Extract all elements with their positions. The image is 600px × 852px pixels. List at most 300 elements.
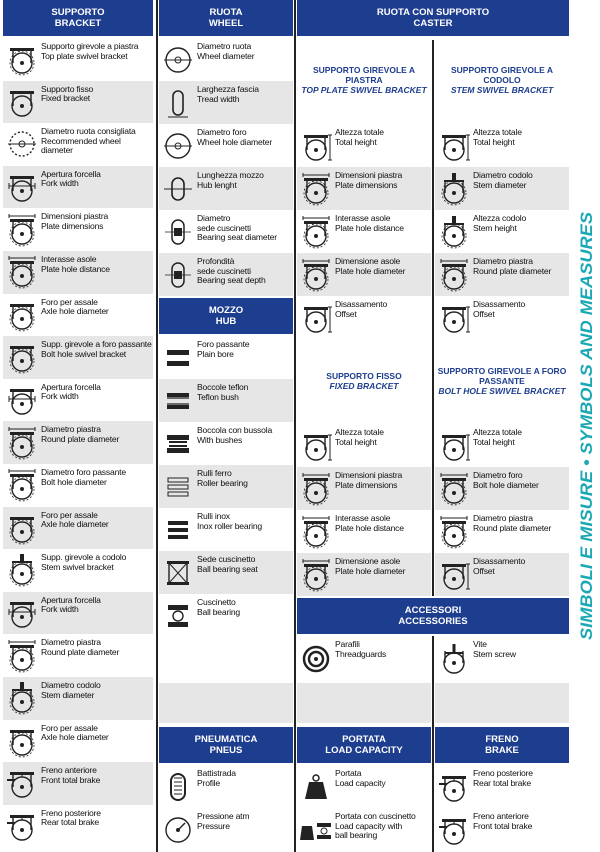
- symbol-label: [473, 124, 522, 147]
- label-en: Axle hole diameter: [41, 519, 109, 530]
- subheader-en: TOP PLATE SWIVEL BRACKET: [301, 85, 427, 95]
- plate-hole-distance-icon-svg: [5, 255, 39, 289]
- symbol-row: [435, 124, 569, 167]
- brake-header-line: FRENO: [485, 734, 519, 745]
- symbol-row: [3, 549, 153, 592]
- label-it: Supporto fisso: [41, 83, 94, 94]
- label-en: Roller bearing: [197, 477, 248, 488]
- label-it: Dimensione asole: [335, 256, 401, 266]
- subheader-it: SUPPORTO GIREVOLE A FORO PASSANTE: [437, 366, 567, 386]
- label-it-2: sede cuscinetti: [197, 265, 251, 276]
- plate-hole-distance-icon: [297, 510, 335, 553]
- label-it: Altezza totale: [473, 427, 522, 437]
- brake-header: [435, 727, 569, 763]
- label-en: Plate dimensions: [335, 479, 398, 490]
- label-en: Inox roller bearing: [197, 520, 262, 531]
- symbol-row: [297, 808, 431, 851]
- total-height-icon: [297, 124, 335, 167]
- label-en: Threadguards: [335, 648, 387, 659]
- label-it: Diametro codolo: [473, 170, 533, 180]
- label-en: Rear total brake: [473, 777, 531, 788]
- offset-icon-svg: [437, 558, 471, 592]
- fixed-bracket-icon: [3, 81, 41, 124]
- offset-icon: [435, 296, 473, 339]
- round-plate-diameter-icon: [435, 510, 473, 553]
- symbol-label: [41, 208, 108, 231]
- wheel-diameter-icon-svg: [161, 43, 195, 77]
- symbol-label: [41, 166, 101, 189]
- stem-swivel-icon-svg: [5, 553, 39, 587]
- symbol-label: [335, 210, 404, 233]
- label-en: Round plate diameter: [41, 646, 120, 657]
- label-it: Supp. girevole a codolo: [41, 552, 127, 563]
- label-it: Apertura forcella: [41, 594, 101, 605]
- ball-bearing-icon-svg: [161, 599, 195, 633]
- wheel-header-line: RUOTA: [209, 7, 243, 18]
- symbol-label: [473, 510, 551, 533]
- accessories-header-line: ACCESSORIES: [398, 616, 468, 627]
- symbol-row: [297, 124, 431, 167]
- symbol-row: [159, 465, 293, 508]
- symbol-row: [297, 467, 431, 510]
- label-it: Portata: [335, 768, 362, 778]
- label-it-2: sede cuscinetti: [197, 222, 251, 233]
- label-it: Dimensioni piastra: [335, 470, 403, 480]
- symbol-row: [297, 765, 431, 808]
- recommended-wheel-diameter-icon-svg: [5, 127, 39, 161]
- label-it: Supp. girevole a foro passante: [41, 339, 152, 350]
- column-divider: [432, 636, 434, 852]
- tread-width-icon-svg: [161, 86, 195, 120]
- label-en: Offset: [335, 308, 357, 319]
- bolt-hole-swivel-icon-svg: [5, 340, 39, 374]
- teflon-bush-icon-svg: [161, 384, 195, 418]
- pneus-header: [159, 727, 293, 763]
- ball-bearing-icon: [159, 594, 197, 637]
- total-height-icon: [297, 424, 335, 467]
- side-title-svg: [574, 210, 598, 640]
- label-en: Plate dimensions: [41, 220, 104, 231]
- fixed-bracket-subheader: [297, 342, 431, 420]
- symbol-row: [3, 805, 153, 848]
- symbol-label: [41, 720, 109, 743]
- ball-bearing-seat-icon-svg: [161, 556, 195, 590]
- symbol-row: [159, 124, 293, 167]
- tread-profile-icon: [159, 765, 197, 808]
- label-en: Plate hole diameter: [335, 565, 406, 576]
- wheel-diameter-icon: [159, 38, 197, 81]
- symbol-row: [159, 765, 293, 808]
- symbol-label: [473, 253, 551, 276]
- symbol-row: [159, 551, 293, 594]
- symbol-label: [473, 296, 525, 319]
- top-plate-swivel-icon: [3, 38, 41, 81]
- symbol-label: [41, 123, 153, 156]
- symbol-label: [41, 38, 138, 61]
- bearing-seat-depth-icon: [159, 253, 197, 296]
- offset-icon-svg: [299, 301, 333, 335]
- label-en: Fork width: [41, 178, 79, 189]
- symbol-row: [435, 167, 569, 210]
- symbol-row: [297, 636, 431, 682]
- symbol-row: [3, 762, 153, 805]
- symbol-label: [41, 294, 109, 317]
- symbol-row: [435, 210, 569, 253]
- plate-hole-dimension-icon-svg: [299, 258, 333, 292]
- symbol-label: [41, 464, 126, 487]
- symbol-label: [335, 553, 405, 576]
- symbol-label: [473, 765, 533, 788]
- subheader-en: FIXED BRACKET: [329, 381, 399, 391]
- axle-hole-icon-svg: [5, 511, 39, 545]
- label-en: ball bearing: [335, 830, 378, 841]
- bolt-hole-diameter-icon: [435, 467, 473, 510]
- label-it: Pressione atm: [197, 811, 250, 821]
- symbol-label: [41, 762, 100, 785]
- round-plate-diameter-icon-svg: [5, 639, 39, 673]
- label-en: Bearing seat depth: [197, 275, 266, 286]
- axle-hole-icon: [3, 507, 41, 550]
- symbol-label: [197, 551, 258, 574]
- label-it: Diametro piastra: [41, 637, 101, 648]
- label-en: Front total brake: [473, 820, 533, 831]
- bolt-hole-swivel-icon: [3, 336, 41, 379]
- bolt-hole-diameter-icon-svg: [5, 468, 39, 502]
- label-en: Stem diameter: [41, 689, 95, 700]
- symbol-row: [3, 81, 153, 124]
- symbol-row: [297, 510, 431, 553]
- bracket-header-line: SUPPORTO: [51, 7, 105, 18]
- symbol-row: [159, 422, 293, 465]
- subheader-it: SUPPORTO GIREVOLE A PIASTRA: [312, 65, 416, 85]
- symbol-label: [335, 765, 385, 788]
- label-it: Altezza totale: [335, 127, 384, 137]
- fork-opening-icon: [3, 166, 41, 209]
- rear-total-brake-icon-svg: [437, 770, 471, 804]
- label-en: Offset: [473, 565, 495, 576]
- hub-header: [159, 298, 293, 334]
- symbol-row: [159, 379, 293, 422]
- symbol-label: [335, 510, 404, 533]
- label-it: Disassamento: [473, 299, 526, 309]
- label-it: Cuscinetto: [197, 597, 236, 607]
- bracket-header: [3, 0, 153, 36]
- stem-height-icon: [435, 210, 473, 253]
- symbol-label: [41, 677, 101, 700]
- fixed-bracket-icon-svg: [5, 85, 39, 119]
- label-en: Round plate diameter: [41, 433, 120, 444]
- label-en: Front total brake: [41, 774, 101, 785]
- wheel-header-line: WHEEL: [208, 18, 244, 29]
- plain-bore-icon-svg: [161, 341, 195, 375]
- symbol-row: [435, 808, 569, 851]
- inox-roller-icon: [159, 508, 197, 551]
- symbol-label: [335, 124, 384, 147]
- label-en: Tread width: [197, 93, 240, 104]
- symbol-row: [159, 210, 293, 253]
- symbol-label: [197, 336, 249, 359]
- label-it: Rulli ferro: [197, 468, 232, 478]
- blank-cell: [159, 683, 293, 723]
- symbol-label: [197, 167, 264, 190]
- symbol-label: [197, 210, 277, 243]
- brake-header-line: BRAKE: [485, 745, 519, 756]
- plate-dimensions-icon: [297, 467, 335, 510]
- roller-bearing-icon-svg: [161, 470, 195, 504]
- symbol-label: [197, 379, 248, 402]
- fork-width-icon: [3, 379, 41, 422]
- label-it: Diametro codolo: [41, 680, 101, 690]
- label-it: Interasse asole: [335, 513, 391, 523]
- symbol-label: [41, 81, 93, 104]
- round-plate-diameter-icon: [435, 253, 473, 296]
- pneus-header-line: PNEUMATICA: [194, 734, 258, 745]
- symbol-label: [41, 507, 109, 530]
- label-it: Parafili: [335, 639, 360, 649]
- label-en: Stem swivel bracket: [41, 561, 114, 572]
- label-it: Diametro ruota consigliata: [41, 126, 136, 137]
- side-title: [574, 210, 598, 640]
- label-en: Fork width: [41, 391, 79, 402]
- bolt-hole-subheader: [435, 342, 569, 420]
- symbol-label: [473, 808, 532, 831]
- label-it: Apertura forcella: [41, 381, 101, 392]
- bearing-seat-depth-icon-svg: [161, 258, 195, 292]
- label-it: Diametro foro passante: [41, 467, 126, 477]
- symbol-label: [197, 508, 262, 531]
- symbol-row: [435, 636, 569, 682]
- total-height-icon-svg: [437, 429, 471, 463]
- plate-hole-distance-icon: [3, 251, 41, 294]
- stem-swivel-subheader: [435, 40, 569, 120]
- label-it: Larghezza fascia: [197, 84, 259, 94]
- teflon-bush-icon: [159, 379, 197, 422]
- total-height-icon-svg: [299, 129, 333, 163]
- symbol-label: [197, 124, 272, 147]
- label-it: Lunghezza mozzo: [197, 170, 264, 180]
- blank-cell: [435, 683, 569, 723]
- front-total-brake-icon-svg: [437, 813, 471, 847]
- stem-diameter-icon: [435, 167, 473, 210]
- axle-hole-icon: [3, 294, 41, 337]
- fork-width-icon-svg: [5, 596, 39, 630]
- recommended-wheel-diameter-icon: [3, 123, 41, 166]
- label-it: Apertura forcella: [41, 168, 101, 179]
- offset-icon-svg: [437, 301, 471, 335]
- bushes-icon: [159, 422, 197, 465]
- label-en: Rear total brake: [41, 817, 99, 828]
- stem-diameter-icon-svg: [437, 172, 471, 206]
- label-it: Freno anteriore: [41, 765, 97, 776]
- plate-hole-dimension-icon-svg: [299, 558, 333, 592]
- plate-hole-distance-icon-svg: [299, 515, 333, 549]
- label-it: Foro per assale: [41, 722, 98, 733]
- blank-cell: [297, 683, 431, 723]
- label-it: Interasse asole: [335, 213, 391, 223]
- symbol-row: [3, 379, 153, 422]
- hub-length-icon: [159, 167, 197, 210]
- symbol-label: [335, 253, 405, 276]
- load-bearing-icon-svg: [299, 813, 333, 847]
- round-plate-diameter-icon-svg: [5, 426, 39, 460]
- plate-dimensions-icon: [3, 208, 41, 251]
- label-it: Boccola con bussola: [197, 425, 273, 435]
- symbol-row: [3, 720, 153, 763]
- inox-roller-icon-svg: [161, 513, 195, 547]
- plate-hole-dimension-icon: [297, 553, 335, 596]
- column-divider: [156, 0, 158, 852]
- symbol-label: [335, 167, 402, 190]
- top-plate-swivel-icon-svg: [5, 42, 39, 76]
- rear-total-brake-icon: [3, 805, 41, 848]
- symbol-label: [41, 634, 119, 657]
- label-en: Plate hole distance: [335, 222, 404, 233]
- symbol-row: [435, 253, 569, 296]
- plain-bore-icon: [159, 336, 197, 379]
- total-height-icon-svg: [299, 429, 333, 463]
- stem-swivel-icon: [3, 549, 41, 592]
- symbol-label: [197, 808, 249, 831]
- load-capacity-header-line: PORTATA: [342, 734, 386, 745]
- label-en: Bolt hole diameter: [41, 476, 107, 487]
- symbol-label: [335, 636, 386, 659]
- fork-opening-icon-svg: [5, 170, 39, 204]
- label-it: Battistrada: [197, 768, 236, 778]
- label-it: Boccole teflon: [197, 382, 249, 392]
- label-en: Teflon bush: [197, 391, 239, 402]
- label-en: Round plate diameter: [473, 265, 552, 276]
- label-it: Diametro: [197, 213, 231, 223]
- symbol-row: [435, 467, 569, 510]
- label-it: Portata con cuscinetto: [335, 811, 416, 821]
- accessories-header: [297, 598, 569, 634]
- label-it: Diametro piastra: [473, 256, 533, 266]
- symbol-row: [3, 592, 153, 635]
- label-en: Load capacity: [335, 777, 386, 788]
- symbol-row: [3, 208, 153, 251]
- label-en: Plate dimensions: [335, 179, 398, 190]
- label-it: Diametro foro: [473, 470, 523, 480]
- total-height-icon-svg: [437, 129, 471, 163]
- symbol-label: [41, 592, 101, 615]
- label-it: Profondità: [197, 256, 235, 266]
- symbol-label: [473, 636, 516, 659]
- bracket-header-line: BRACKET: [54, 18, 102, 29]
- label-it: Dimensione asole: [335, 556, 401, 566]
- label-en: Top plate swivel bracket: [41, 50, 128, 61]
- symbol-label: [335, 808, 416, 841]
- symbol-row: [159, 81, 293, 124]
- symbol-label: [197, 81, 259, 104]
- accessories-header-line: ACCESSORI: [404, 605, 462, 616]
- label-it: Altezza totale: [335, 427, 384, 437]
- hub-length-icon-svg: [161, 172, 195, 206]
- label-en: Total height: [473, 136, 515, 147]
- label-en: Wheel hole diameter: [197, 136, 273, 147]
- symbol-row: [435, 510, 569, 553]
- label-en: Plate hole distance: [335, 522, 404, 533]
- threadguards-icon-svg: [299, 642, 333, 676]
- label-en: Round plate diameter: [473, 522, 552, 533]
- label-en: Total height: [473, 436, 515, 447]
- symbol-label: [197, 465, 248, 488]
- symbol-row: [435, 296, 569, 339]
- stem-diameter-icon: [3, 677, 41, 720]
- symbol-row: [3, 38, 153, 81]
- plate-dimensions-icon: [297, 167, 335, 210]
- symbol-row: [3, 677, 153, 720]
- front-total-brake-icon: [435, 808, 473, 851]
- symbol-row: [297, 553, 431, 596]
- caster-header: [297, 0, 569, 36]
- load-weight-icon: [297, 765, 335, 808]
- label-en: Fixed bracket: [41, 93, 90, 104]
- label-it: Altezza totale: [473, 127, 522, 137]
- label-it: Freno posteriore: [41, 807, 101, 818]
- bolt-hole-diameter-icon: [3, 464, 41, 507]
- load-capacity-header-line: LOAD CAPACITY: [325, 745, 403, 756]
- symbol-label: [197, 253, 266, 286]
- label-it-2: Load capacity with: [335, 820, 403, 831]
- round-plate-diameter-icon-svg: [437, 515, 471, 549]
- front-total-brake-icon: [3, 762, 41, 805]
- label-it: Disassamento: [335, 299, 388, 309]
- symbol-row: [3, 251, 153, 294]
- symbol-label: [41, 549, 126, 572]
- rear-total-brake-icon: [435, 765, 473, 808]
- label-it: Sede cuscinetto: [197, 554, 256, 564]
- label-en: Plate hole diameter: [335, 265, 406, 276]
- label-it: Dimensioni piastra: [41, 211, 109, 222]
- bearing-seat-diameter-icon-svg: [161, 215, 195, 249]
- label-en: Bolt hole diameter: [473, 479, 539, 490]
- symbol-label: [197, 765, 236, 788]
- front-total-brake-icon-svg: [5, 766, 39, 800]
- label-it: Foro per assale: [41, 509, 98, 520]
- label-en: Ball bearing: [197, 606, 240, 617]
- roller-bearing-icon: [159, 465, 197, 508]
- symbol-row: [159, 167, 293, 210]
- symbol-row: [297, 296, 431, 339]
- pressure-gauge-icon: [159, 808, 197, 851]
- rear-total-brake-icon-svg: [5, 809, 39, 843]
- pneus-header-line: PNEUS: [209, 745, 243, 756]
- symbol-label: [335, 467, 402, 490]
- plate-dimensions-icon-svg: [299, 472, 333, 506]
- subheader-en: STEM SWIVEL BRACKET: [450, 85, 554, 95]
- symbol-row: [159, 808, 293, 851]
- plate-dimensions-icon-svg: [5, 213, 39, 247]
- threadguards-icon: [297, 636, 335, 682]
- symbol-row: [159, 253, 293, 296]
- hub-header-line: MOZZO: [208, 305, 244, 316]
- load-bearing-icon: [297, 808, 335, 851]
- symbol-row: [3, 421, 153, 464]
- symbol-label: [473, 553, 525, 576]
- label-en: Axle hole diameter: [41, 306, 109, 317]
- label-en: Stem diameter: [473, 179, 527, 190]
- symbol-row: [435, 424, 569, 467]
- symbol-label: [335, 296, 387, 319]
- subheader-it: SUPPORTO FISSO: [326, 371, 402, 381]
- symbol-label: [41, 379, 101, 402]
- plate-dimensions-icon-svg: [299, 172, 333, 206]
- total-height-icon: [435, 124, 473, 167]
- label-en: Ball bearing seat: [197, 563, 258, 574]
- symbol-label: [473, 467, 539, 490]
- plate-hole-distance-icon: [297, 210, 335, 253]
- symbol-row: [297, 424, 431, 467]
